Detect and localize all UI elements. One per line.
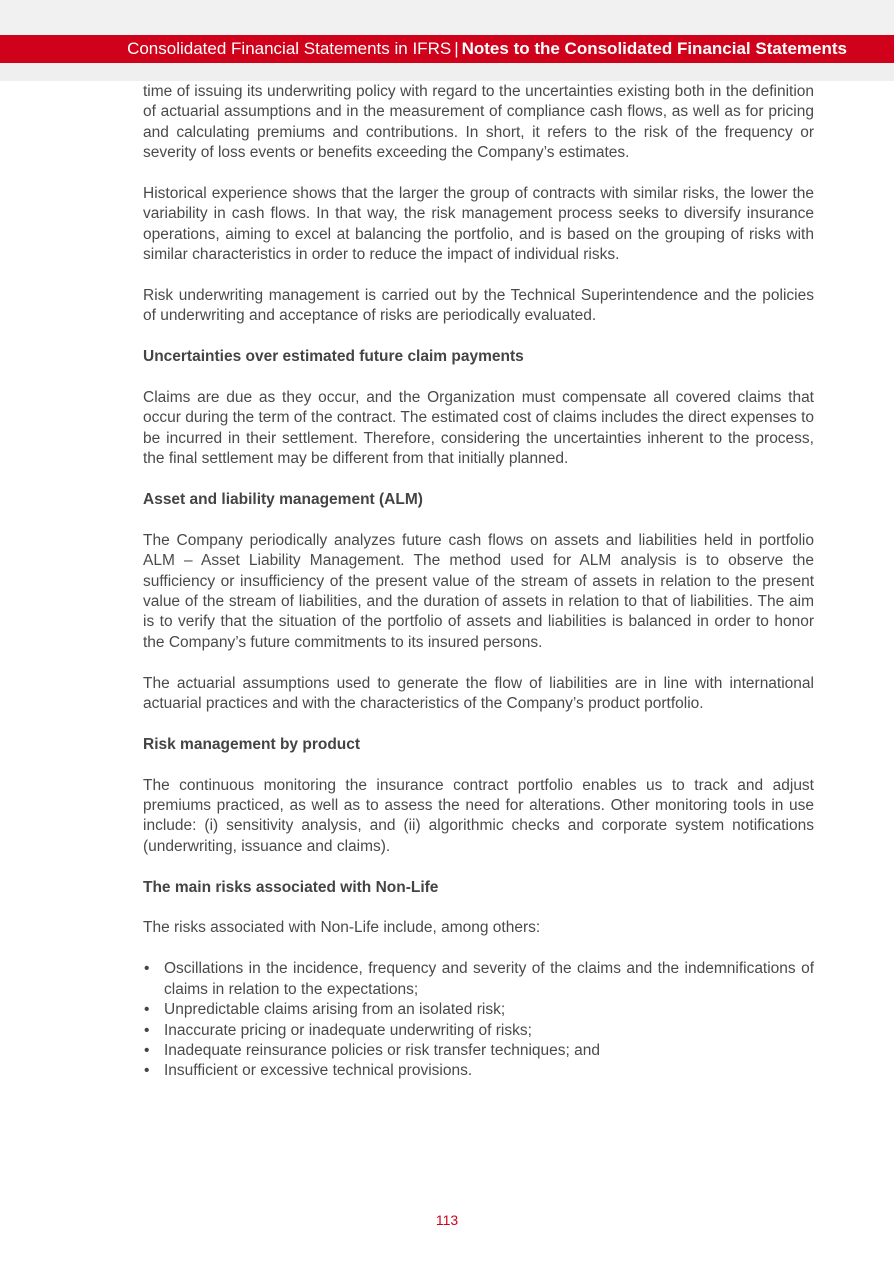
- list-item: • Insufficient or excessive technical provisions.: [143, 1061, 814, 1081]
- header-subsection: Notes to the Consolidated Financial Statements: [461, 39, 847, 58]
- page-number: 113: [435, 1212, 459, 1228]
- paragraph-claims: Claims are due as they occur, and the Organization must compensate all covered claims that occur during the term of the contract. The estimated cost of claims includes the direct expenses to be incurred in their settlement. Therefore, considering the uncertainties inherent to the process, the final settlement may be different from that initially planned.: [143, 389, 814, 468]
- header-section: Consolidated Financial Statements in IFRS: [127, 39, 452, 58]
- header-separator: |: [454, 39, 459, 58]
- page-header: [0, 35, 894, 63]
- heading-risk-by-product: Risk management by product: [143, 735, 361, 753]
- top-strip: [0, 0, 894, 35]
- list-item: • Inadequate reinsurance policies or risk transfer techniques; and: [143, 1041, 814, 1061]
- document-body: [143, 82, 814, 1082]
- paragraph-non-life-intro: The risks associated with Non-Life include, among others:: [143, 919, 541, 937]
- header-title: [127, 35, 847, 63]
- paragraph-actuarial-assumptions: The actuarial assumptions used to generate the flow of liabilities are in line with international actuarial practices and with the characteristics of the Company’s product portfolio.: [143, 674, 814, 713]
- non-life-risk-list: [143, 959, 814, 1081]
- list-item: • Oscillations in the incidence, frequency and severity of the claims and the indemnifications of claims in relation to the expectations;: [143, 959, 814, 1000]
- header-shadow: [0, 63, 894, 81]
- paragraph-monitoring: The continuous monitoring the insurance contract portfolio enables us to track and adjust premiums practiced, as well as to assess the need for alterations. Other monitoring tools in use include: (i) sensitivity analysis, and (ii) algorithmic checks and corporate system notifications (underwriting, issuance and claims).: [143, 776, 814, 855]
- list-item: • Inaccurate pricing or inadequate underwriting of risks;: [143, 1021, 814, 1041]
- paragraph-historical-experience: Historical experience shows that the larger the group of contracts with similar risks, the lower the variability in cash flows. In that way, the risk management process seeks to diversify insurance operations, aiming to excel at balancing the portfolio, and is based on the grouping of risks with similar characteristics in order to reduce the impact of individual risks.: [143, 185, 814, 264]
- heading-alm: Asset and liability management (ALM): [143, 491, 423, 509]
- paragraph-underwriting-management: Risk underwriting management is carried out by the Technical Superintendence and the policies of underwriting and acceptance of risks are periodically evaluated.: [143, 287, 814, 325]
- paragraph-alm-analysis: The Company periodically analyzes future cash flows on assets and liabilities held in portfolio ALM – Asset Liability Management. The method used for ALM analysis is to observe the sufficiency or insufficiency of the present value of the stream of assets in relation to the present value of the stream of liabilities, and the duration of assets in relation to that of liabilities. The aim is to verify that the situation of the portfolio of assets and liabilities is balanced in order to honor the Company’s future commitments to its insured persons.: [143, 531, 814, 651]
- heading-uncertainties: Uncertainties over estimated future claim payments: [143, 348, 524, 366]
- list-item: • Unpredictable claims arising from an isolated risk;: [143, 1000, 814, 1020]
- heading-non-life-risks: The main risks associated with Non-Life: [143, 878, 439, 896]
- paragraph-underwriting-risk-continued: time of issuing its underwriting policy with regard to the uncertainties existing both in the definition of actuarial assumptions and in the measurement of compliance cash flows, as well as for pricing and calculating premiums and contributions. In short, it refers to the risk of the frequency or severity of loss events or benefits exceeding the Company’s estimates.: [143, 83, 814, 162]
